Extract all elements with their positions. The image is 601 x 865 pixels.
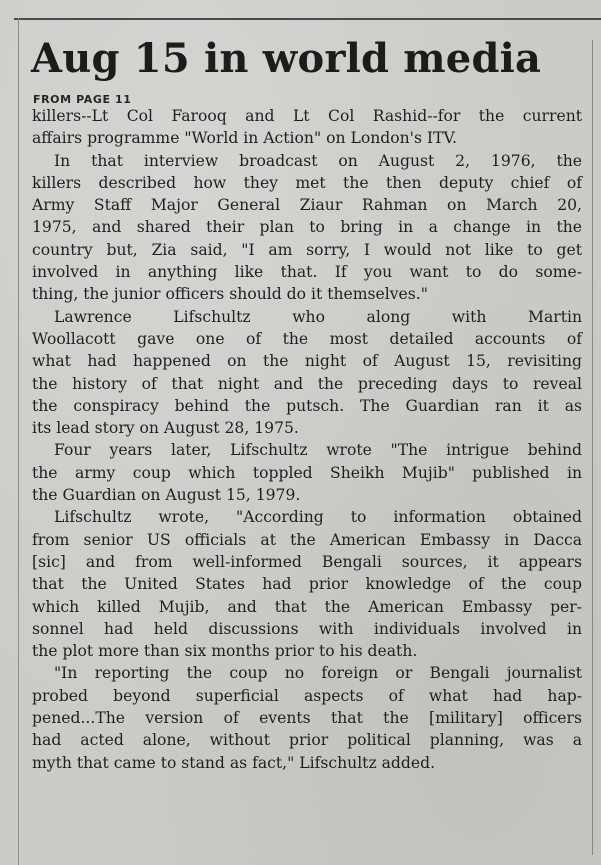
article-line: affairs programme "World in Action" on London's ITV. (32, 129, 457, 148)
article-line: Four years later, Lifschultz wrote "The intrigue behind (54, 441, 582, 460)
right-column-rule (592, 40, 593, 855)
article-line: the conspiracy behind the putsch. The Guardian ran it as (32, 396, 582, 415)
article-line: the history of that night and the preceding days to reveal (32, 374, 582, 393)
article-line: killers described how they met the then deputy chief of (32, 173, 582, 192)
article-line: had acted alone, without prior political planning, was a (32, 731, 582, 750)
article-line: what had happened on the night of August 15, revisiting (32, 352, 582, 371)
article-line: its lead story on August 28, 1975. (32, 419, 299, 438)
article-line: Lawrence Lifschultz who along with Martin (54, 307, 582, 326)
article-line: Woollacott gave one of the most detailed accounts of (32, 329, 582, 348)
article-line: the Guardian on August 15, 1979. (32, 486, 301, 505)
article-line: that the United States had prior knowledge of the coup (32, 575, 582, 594)
article-line: thing, the junior officers should do it themselves." (32, 285, 428, 304)
article-line: 1975, and shared their plan to bring in a change in the (32, 218, 582, 237)
article-line: myth that came to stand as fact," Lifschultz added. (32, 753, 436, 772)
article-line: country but, Zia said, "I am sorry, I would not like to get (32, 240, 582, 259)
article-line: from senior US officials at the American Embassy in Dacca (32, 530, 582, 549)
left-column-rule (18, 18, 19, 865)
article-line: the plot more than six months prior to his death. (32, 642, 418, 661)
article-line: the army coup which toppled Sheikh Mujib" published in (32, 463, 582, 482)
article-line: which killed Mujib, and that the American Embassy per- (32, 597, 582, 616)
article-line: sonnel had held discussions with individuals involved in (32, 619, 582, 638)
article-line: "In reporting the coup no foreign or Bengali journalist (54, 664, 582, 683)
article-body (32, 105, 582, 774)
top-rule (14, 18, 601, 20)
article-line: Lifschultz wrote, "According to information obtained (54, 508, 582, 527)
article-line: killers--Lt Col Farooq and Lt Col Rashid--for the current (32, 107, 582, 125)
article-line: probed beyond superficial aspects of what had hap- (32, 686, 582, 705)
headline: Aug 15 in world media (31, 35, 542, 82)
article-line: pened...The version of events that the [military] officers (32, 709, 582, 728)
article-line: In that interview broadcast on August 2, 1976, the (54, 151, 582, 170)
article-line: involved in anything like that. If you want to do some- (32, 263, 582, 282)
article-line: [sic] and from well-informed Bengali sources, it appears (32, 552, 582, 571)
continued-from-label: FROM PAGE 11 (33, 93, 132, 106)
article-line: Army Staff Major General Ziaur Rahman on March 20, (32, 196, 582, 215)
